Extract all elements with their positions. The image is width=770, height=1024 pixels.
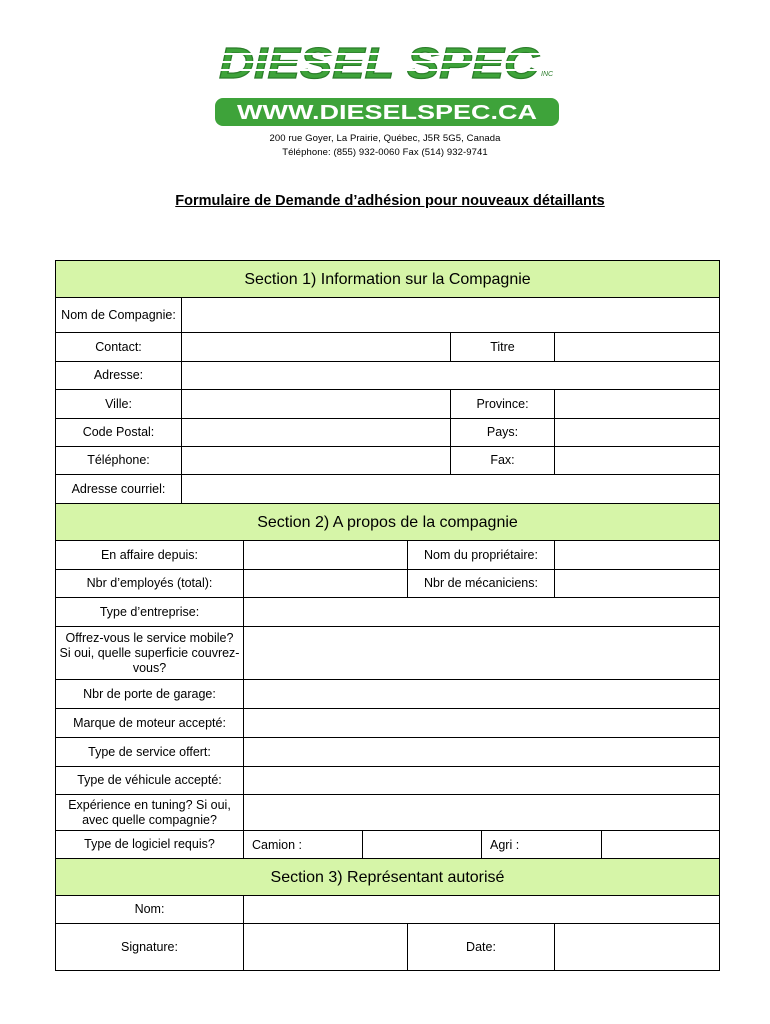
field-service-mobile[interactable]: [244, 627, 720, 679]
field-agri[interactable]: [602, 831, 720, 858]
label-fax: Fax:: [451, 447, 555, 474]
field-contact[interactable]: [182, 333, 451, 361]
row-signature: [56, 923, 720, 971]
label-type-vehicule: Type de véhicule accepté:: [56, 767, 244, 794]
diesel-spec-logo: [213, 40, 563, 130]
label-pays: Pays:: [451, 419, 555, 446]
label-type-entreprise: Type d’entreprise:: [56, 598, 244, 626]
row-type-vehicule: [56, 766, 720, 794]
row-nom: [56, 895, 720, 923]
row-marque-moteur: [56, 708, 720, 737]
field-province[interactable]: [555, 390, 720, 418]
label-nom: Nom:: [56, 896, 244, 923]
field-telephone[interactable]: [182, 447, 451, 474]
field-nom[interactable]: [244, 896, 720, 923]
label-telephone: Téléphone:: [56, 447, 182, 474]
label-nom-compagnie: Nom de Compagnie:: [56, 298, 182, 332]
field-nom-compagnie[interactable]: [182, 298, 720, 332]
row-adresse: [56, 361, 720, 389]
field-proprietaire[interactable]: [555, 541, 720, 569]
row-logiciel: [56, 830, 720, 858]
label-signature: Signature:: [56, 924, 244, 970]
field-type-vehicule[interactable]: [244, 767, 720, 794]
field-code-postal[interactable]: [182, 419, 451, 446]
field-titre[interactable]: [555, 333, 720, 361]
field-en-affaire[interactable]: [244, 541, 408, 569]
company-address: 200 rue Goyer, La Prairie, Québec, J5R 5G5, Canada: [269, 133, 501, 144]
row-code-postal: [56, 418, 720, 446]
label-camion: Camion :: [244, 831, 363, 858]
label-en-affaire: En affaire depuis:: [56, 541, 244, 569]
field-signature[interactable]: [244, 924, 408, 970]
company-phone-fax: Téléphone: (855) 932-0060 Fax (514) 932-9741: [282, 147, 488, 158]
label-agri: Agri :: [482, 831, 602, 858]
section3-header: Section 3) Représentant autorisé: [56, 858, 720, 895]
label-experience-tuning: Expérience en tuning? Si oui, avec quelle compagnie?: [56, 795, 244, 830]
field-experience-tuning[interactable]: [244, 795, 720, 830]
row-en-affaire: [56, 540, 720, 569]
field-courriel[interactable]: [182, 475, 720, 503]
field-adresse[interactable]: [182, 362, 720, 389]
row-telephone: [56, 446, 720, 474]
row-type-entreprise: [56, 597, 720, 626]
svg-text:INC: INC: [541, 71, 554, 78]
label-type-service: Type de service offert:: [56, 738, 244, 766]
field-marque-moteur[interactable]: [244, 709, 720, 737]
section1-header: Section 1) Information sur la Compagnie: [56, 260, 720, 297]
row-experience-tuning: [56, 794, 720, 830]
row-ville: [56, 389, 720, 418]
label-adresse: Adresse:: [56, 362, 182, 389]
logo-url: WWW.DIESELSPEC.CA: [237, 102, 537, 124]
label-porte-garage: Nbr de porte de garage:: [56, 680, 244, 708]
label-contact: Contact:: [56, 333, 182, 361]
svg-text:DIESEL SPEC: DIESEL SPEC: [219, 40, 541, 88]
label-date: Date:: [408, 924, 555, 970]
row-nom-compagnie: [56, 297, 720, 332]
field-nbr-mecaniciens[interactable]: [555, 570, 720, 597]
row-employes: [56, 569, 720, 597]
field-pays[interactable]: [555, 419, 720, 446]
row-type-service: [56, 737, 720, 766]
membership-form: [55, 260, 720, 971]
field-fax[interactable]: [555, 447, 720, 474]
label-proprietaire: Nom du propriétaire:: [408, 541, 555, 569]
field-type-service[interactable]: [244, 738, 720, 766]
form-title: Formulaire de Demande d’adhésion pour nouveaux détaillants: [175, 193, 605, 209]
field-camion[interactable]: [363, 831, 482, 858]
row-porte-garage: [56, 679, 720, 708]
label-code-postal: Code Postal:: [56, 419, 182, 446]
label-courriel: Adresse courriel:: [56, 475, 182, 503]
row-contact: [56, 332, 720, 361]
field-ville[interactable]: [182, 390, 451, 418]
label-ville: Ville:: [56, 390, 182, 418]
section2-header: Section 2) A propos de la compagnie: [56, 503, 720, 540]
label-marque-moteur: Marque de moteur accepté:: [56, 709, 244, 737]
field-nbr-employes[interactable]: [244, 570, 408, 597]
field-porte-garage[interactable]: [244, 680, 720, 708]
logo-wordmark: [213, 40, 554, 88]
label-nbr-employes: Nbr d’employés (total):: [56, 570, 244, 597]
label-province: Province:: [451, 390, 555, 418]
field-date[interactable]: [555, 924, 720, 970]
label-nbr-mecaniciens: Nbr de mécaniciens:: [408, 570, 555, 597]
field-type-entreprise[interactable]: [244, 598, 720, 626]
label-logiciel: Type de logiciel requis?: [56, 831, 244, 858]
row-courriel: [56, 474, 720, 503]
row-service-mobile: [56, 626, 720, 679]
label-titre: Titre: [451, 333, 555, 361]
label-service-mobile: Offrez-vous le service mobile? Si oui, quelle superficie couvrez-vous?: [56, 627, 244, 679]
